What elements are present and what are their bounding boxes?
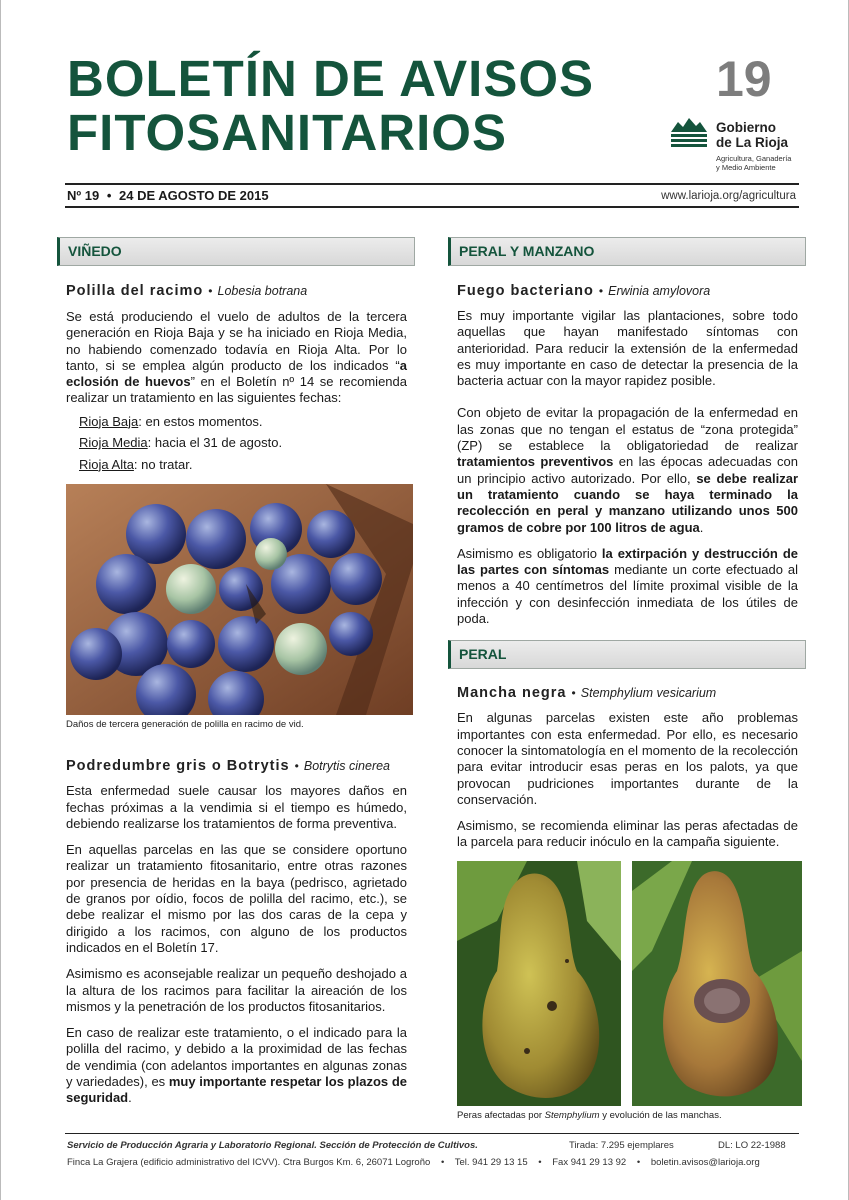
paragraph-mancha-2: Asimismo, se recomienda eliminar las peras afectadas de la parcela para reducir inóculo en la campaña siguiente. [457,818,798,850]
section-header-vinedo: VIÑEDO [57,237,415,266]
issue-number-large: 19 [716,51,772,107]
paragraph-botrytis-2: En aquellas parcelas en las que se considere oportuno realizar un tratamiento fitosanitario, entre otras razones por presencia de heridas en la baya (pedrisco, agrietado de granos por oídio, focos de polilla del racimo, etc.), se debe realizar el mismo por las dos caras de la cepa y dirigido a los racimos, con alguno de los productos indicados en el Boletín 17. [66,842,407,955]
section-header-peral: PERAL [448,640,806,669]
pears-photo-pair [457,861,802,1106]
list-item: Rioja Media: hacia el 31 de agosto. [79,435,283,451]
footer-fax: Fax 941 29 13 92 [552,1157,627,1168]
logo-subtitle: Agricultura, Ganadería y Medio Ambiente [716,154,792,172]
website-link[interactable]: www.larioja.org/agricultura [661,190,796,202]
paragraph-fuego-2: Con objeto de evitar la propagación de la enfermedad en las zonas que no tengan el estatus de “zona protegida” (ZP) se establece la obligatoriedad de realizar tratamientos preventivos en las épocas adecuadas con un principio activo autorizado. Por ello, se debe realizar un tratamiento cuando se haya terminado la recolección en peral y manzano utilizando unos 500 gramos de cobre por 100 litros de agua. [457,405,799,535]
paragraph-fuego-1: Es muy importante vigilar las plantaciones, sobre todo aquellas que hayan manifestado síntomas con anterioridad. Para reducir la extensión de la enfermedad es muy importante en caso de detectar la presencia de la bacteria actuar con la mayor rapidez posible. [457,308,798,389]
footer-line-1 [67,1140,795,1151]
issue-line: Nº 19 • 24 DE AGOSTO DE 2015 [67,188,269,203]
subsection-title-botrytis: Podredumbre gris o Botrytis • Botrytis cinerea [66,758,391,775]
logo-name: Gobierno de La Rioja [716,120,789,150]
section-header-peral-manzano: PERAL Y MANZANO [448,237,806,266]
title-line-2: FITOSANITARIOS [67,104,507,161]
left-column [57,237,415,1107]
pear-photo-left [457,861,621,1106]
grape-cluster-photo [66,484,413,715]
treatment-dates-list [57,411,415,476]
footer-dl: DL: LO 22-1988 [718,1140,786,1151]
paragraph-botrytis-4: En caso de realizar este tratamiento, o el indicado para la polilla del racimo, y debido a la proximidad de las fechas de vendimia (con adelantos importantes en algunas zonas y variedades), es muy importante respetar los plazos de seguridad. [66,1025,407,1106]
list-item: Rioja Alta: no tratar. [79,456,193,472]
la-rioja-emblem-icon [669,114,709,150]
subsection-title-polilla: Polilla del racimo • Lobesia botrana [66,283,308,299]
paragraph-botrytis-1: Esta enfermedad suele causar los mayores daños en fechas próximas a la vendimia si el tiempo es húmedo, debiendo realizarse los tratamientos de forma preventiva. [66,783,407,831]
subsection-title-mancha: Mancha negra • Stemphylium vesicarium [457,685,717,702]
footer-tirada: Tirada: 7.295 ejemplares [569,1140,674,1151]
photo-caption-pears: Peras afectadas por Stemphylium y evolución de las manchas. [457,1109,722,1121]
footer-address: Finca La Grajera (edificio administrativo del ICVV). Ctra Burgos Km. 6, 26071 Logroño [67,1157,431,1168]
right-column [448,237,806,1121]
paragraph-polilla: Se está produciendo el vuelo de adultos de la tercera generación en Rioja Baja y se ha iniciado en Rioja Media, no habiendo comenzado todavía en Rioja Alta. Por lo tanto, si se emplea algún producto de los indicados “a eclosión de huevos” en el Boletín nº 14 se recomienda realizar un tratamiento en las siguientes fechas: [66,309,407,406]
paragraph-mancha-1: En algunas parcelas existen este año problemas importantes con esta enfermedad. Por ello, es necesario conocer la sintomatología en el momento de la recolección para evitar introducir esas peras en los palots, ya que provocan pudriciones importantes durante de la conservación. [457,710,798,807]
paragraph-botrytis-3: Asimismo es aconsejable realizar un pequeño deshojado a la altura de los racimos para facilitar la aireación de los mismos y la penetración de los productos fitosanitarios. [66,966,407,1014]
footer-tel: Tel. 941 29 13 15 [454,1157,528,1168]
footer-line-2: Finca La Grajera (edificio administrativo del ICVV). Ctra Burgos Km. 6, 26071 Logroño • Tel. 941 29 13 15 • Fax 941 29 13 92 • boletin.avisos@larioja.org [67,1157,760,1168]
footer-rule [65,1133,799,1134]
title-line-1: BOLETÍN DE AVISOS [67,50,595,107]
bulletin-title [67,52,667,160]
issue-date: 24 DE AGOSTO DE 2015 [119,188,269,203]
gobierno-la-rioja-logo [669,108,799,178]
photo-caption-grapes: Daños de tercera generación de polilla en racimo de vid. [66,719,304,731]
header-rule-top [65,183,799,185]
pear-photo-right [632,861,802,1106]
header-rule-bottom [65,206,799,208]
footer-email-link[interactable]: boletin.avisos@larioja.org [650,1157,760,1168]
list-item: Rioja Baja: en estos momentos. [79,413,263,429]
paragraph-fuego-3: Asimismo es obligatorio la extirpación y destrucción de las partes con síntomas mediante un corte efectuado al menos a 40 centímetros del límite proximal visible de la infección y con desinfección inmediata de los útiles de poda. [457,545,798,627]
subsection-title-fuego: Fuego bacteriano • Erwinia amylovora [457,283,711,299]
footer-service: Servicio de Producción Agraria y Laboratorio Regional. Sección de Protección de Cultivos. [67,1140,478,1151]
